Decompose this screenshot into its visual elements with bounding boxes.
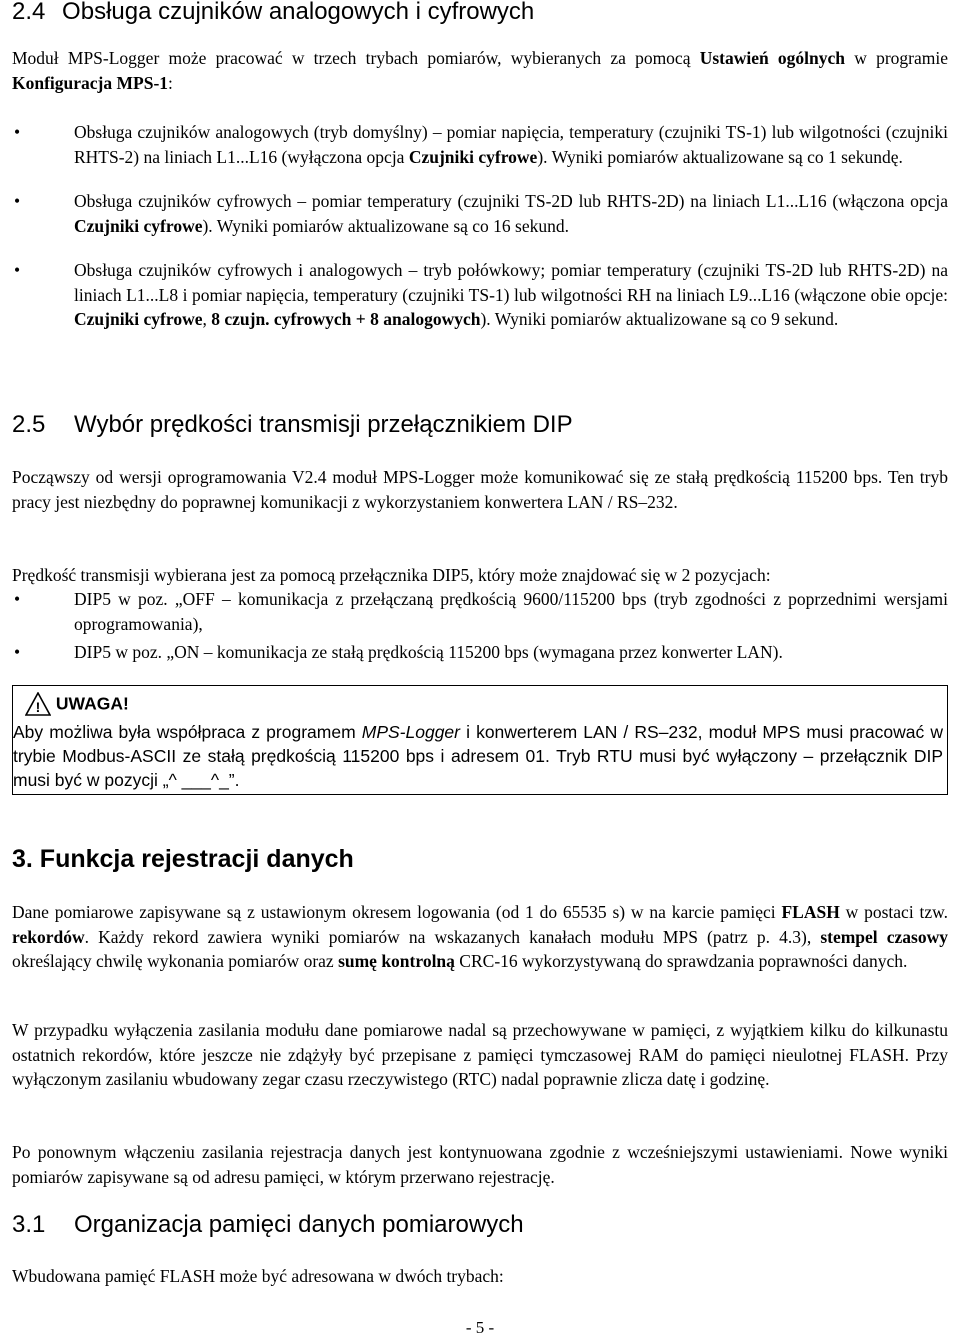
section-number: 3.1 (12, 1211, 46, 1238)
text-run: DIP5 w poz. „OFF – komunikacja z przełączaną prędkością 9600/115200 bps (tryb zgodności z poprzednimi wersjami oprogramowania), (74, 589, 948, 634)
bullet-icon: • (14, 122, 21, 142)
option-name: Czujniki cyfrowe (74, 215, 203, 236)
text-run: Obsługa czujników cyfrowych i analogowych – tryb połówkowy; pomiar temperatury (czujniki TS-2D lub RHTS-2D) na liniach L1...L8 i pomiar napięcia, temperatury (czujniki TS-1) lub wilgotności RH na liniach L9...L16 (włączone obie opcje: (74, 260, 948, 305)
text-run: : (168, 72, 173, 93)
paragraph: Prędkość transmisji wybierana jest za pomocą przełącznika DIP5, który może znajdować się w 2 pozycjach: (12, 565, 771, 585)
intro-paragraph (12, 46, 948, 95)
list-item (12, 640, 948, 665)
warning-label: UWAGA! (55, 693, 129, 714)
paragraph (12, 900, 948, 974)
section-number: 2.4 (12, 0, 46, 25)
text-run: określający chwilę wykonania pomiarów oraz (12, 951, 339, 971)
text-run: i konwerterem LAN / RS–232, moduł MPS musi pracować w trybie Modbus-ASCII ze stałą prędkością 115200 bps i adresem 01. Tryb RTU musi być wyłączony – przełącznik DIP musi być w pozycji „^ ___^_”. (13, 722, 943, 790)
section-heading-2-4 (12, 0, 534, 26)
modes-list (12, 120, 948, 332)
option-name: 8 czujn. cyfrowych + 8 analogowych (211, 309, 481, 329)
term: sumę kontrolną (338, 951, 455, 971)
list-item (12, 587, 948, 636)
warning-triangle-icon (25, 692, 51, 716)
text-run: Aby możliwa była współpraca z programem (13, 722, 362, 742)
option-name: Czujniki cyfrowe (408, 146, 538, 167)
section-heading-2-5 (12, 411, 573, 439)
bullet-icon: • (14, 589, 21, 609)
text-run: Obsługa czujników analogowych (tryb domyślny) – pomiar napięcia, temperatury (czujniki TS-1) lub wilgotności (czujniki RHTS-2) na liniach L1...L16 (wyłączona opcja (74, 122, 948, 167)
text-run: ). Wyniki pomiarów aktualizowane są co 16 sekund. (202, 215, 570, 236)
program-name: MPS-Logger (361, 722, 460, 742)
option-name: Czujniki cyfrowe (74, 309, 203, 329)
section-heading-3-1 (12, 1211, 524, 1239)
program-name: Konfiguracja MPS-1 (12, 72, 169, 93)
bullet-icon: • (14, 642, 21, 662)
text-run: . Każdy rekord zawiera wyniki pomiarów na wskazanych kanałach modułu MPS (patrz p. 4.3), (84, 926, 821, 947)
paragraph: Począwszy od wersji oprogramowania V2.4 moduł MPS-Logger może komunikować się ze stałą prędkością 115200 bps. Ten tryb pracy jest niezbędny do poprawnej komunikacji z wykorzystaniem konwertera LAN / RS–232. (12, 467, 948, 512)
warning-box (12, 685, 948, 795)
warning-text (13, 720, 943, 792)
page-number: - 5 - (465, 1318, 495, 1337)
setting-name: Ustawień ogólnych (699, 48, 846, 68)
term: stempel czasowy (820, 926, 948, 947)
text-run: Dane pomiarowe zapisywane są z ustawionym okresem logowania (od 1 do 65535 s) w na karcie pamięci (12, 902, 782, 922)
dip-list (12, 587, 948, 665)
term: FLASH (781, 902, 840, 922)
text-run: Obsługa czujników cyfrowych – pomiar temperatury (czujniki TS-2D lub RHTS-2D) na liniach L1...L16 (włączona opcja (74, 191, 948, 211)
text-run: ). Wyniki pomiarów aktualizowane są co 1 sekundę. (537, 146, 903, 167)
term: rekordów (12, 926, 85, 947)
list-item (12, 189, 948, 238)
text-run: DIP5 w poz. „ON – komunikacja ze stałą prędkością 115200 bps (wymagana przez konwerter LAN). (74, 642, 783, 662)
bullet-icon: • (14, 260, 21, 280)
text-run: , (202, 309, 212, 329)
list-item (12, 120, 948, 169)
paragraph: Wbudowana pamięć FLASH może być adresowana w dwóch trybach: (12, 1266, 504, 1286)
section-title: Organizacja pamięci danych pomiarowych (74, 1211, 524, 1238)
svg-text:!: ! (35, 699, 41, 715)
list-item (12, 258, 948, 332)
text-run: Moduł MPS-Logger może pracować w trzech trybach pomiarów, wybieranych za pomocą (12, 48, 700, 68)
section-title: Obsługa czujników analogowych i cyfrowych (62, 0, 535, 25)
section-number: 2.5 (12, 411, 46, 438)
paragraph: Po ponownym włączeniu zasilania rejestracja danych jest kontynuowana zgodnie z wcześniejszymi ustawieniami. Nowe wyniki pomiarów zapisywane są od adresu pamięci, w którym przerwano rejestrację. (12, 1142, 948, 1187)
paragraph: W przypadku wyłączenia zasilania modułu dane pomiarowe nadal są przechowywane w pamięci, z wyjątkiem kilku do kilkunastu ostatnich rekordów, które jeszcze nie zdążyły być przepisane z pamięci tymczasowej RAM do pamięci nieulotnej FLASH. Przy wyłączonym zasilaniu wbudowany zegar czasu rzeczywistego (RTC) nadal poprawnie zlicza datę i godzinę. (12, 1020, 948, 1089)
text-run: CRC-16 wykorzystywaną do sprawdzania poprawności danych. (454, 951, 908, 971)
bullet-icon: • (14, 191, 21, 211)
section-title: Wybór prędkości transmisji przełącznikiem DIP (74, 411, 573, 438)
chapter-heading-3: 3. Funkcja rejestracji danych (12, 845, 354, 873)
warning-title (25, 692, 129, 716)
text-run: w postaci tzw. (839, 902, 949, 922)
text-run: ). Wyniki pomiarów aktualizowane są co 9 sekund. (480, 309, 839, 329)
text-run: w programie (845, 48, 949, 68)
